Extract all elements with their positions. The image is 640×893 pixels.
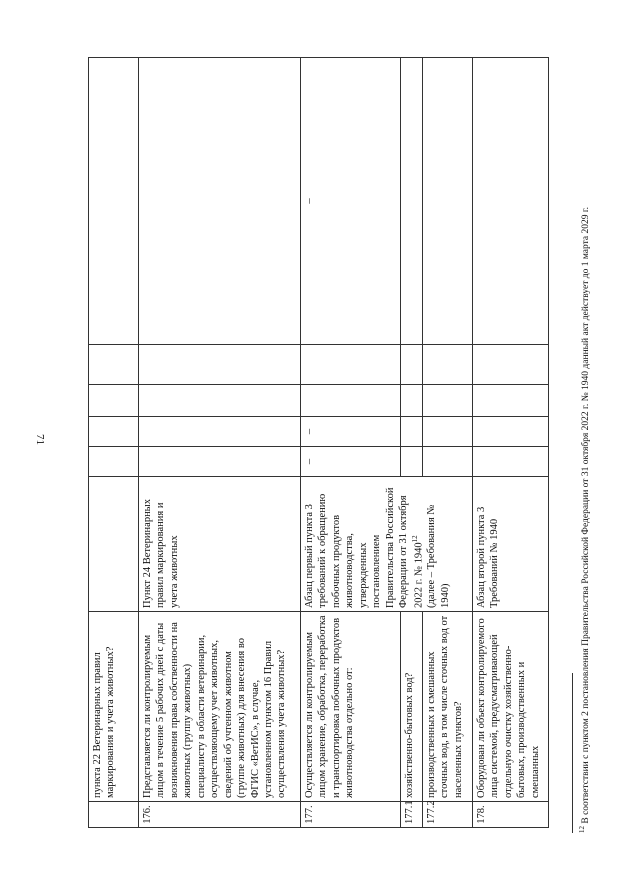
row-number: 177.2 — [423, 802, 473, 828]
dash-mark: – — [304, 198, 315, 204]
table-row — [301, 58, 401, 828]
basis-tail-text: (далее – Требования № 1940) — [426, 504, 451, 608]
answer-cell — [139, 447, 301, 477]
note-cell — [139, 58, 301, 345]
footnote-text: В соответствии с пунктом 2 постановления Правительства Российской Федерации от 31 октября 2022 г. № 1940 данный акт действует до 1 марта 2029 г. — [581, 206, 592, 824]
basis-cell: Пункт 24 Ветеринарных правил маркирования и учета животных — [139, 477, 301, 612]
row-number — [89, 802, 139, 828]
answer-cell — [401, 447, 423, 477]
table-row — [401, 58, 423, 828]
basis-cell: Абзац второй пункта 3 Требований № 1940 — [473, 477, 549, 612]
row-number: 176. — [139, 802, 301, 828]
footnote-marker: 12 — [578, 826, 586, 833]
dash-mark: – — [304, 458, 315, 465]
note-cell — [301, 58, 401, 345]
answer-cell — [139, 345, 301, 385]
answer-cell — [139, 417, 301, 447]
row-number: 177. — [301, 802, 401, 828]
basis-main-text: Абзац первый пункта 3 требований к обращению побочных продуктов животноводства, утвержденных постановлением Правительства Российской Федерации от 31 октября 2022 г. № 1940 — [304, 487, 424, 608]
question-cell: Осуществляется ли контролируемым лицом хранение, обработка, переработка и транспортировка побочных продуктов животноводства отдельно от: — [301, 612, 401, 802]
note-cell — [473, 58, 549, 345]
note-cell — [89, 58, 139, 345]
table-row — [89, 58, 139, 828]
answer-cell — [401, 417, 423, 447]
footnote-ref: 12 — [410, 535, 419, 543]
table-row — [423, 58, 473, 828]
answer-cell — [423, 345, 473, 385]
question-cell: производственных и смешанных сточных вод, в том числе сточных вод от населенных пунктов? — [423, 612, 473, 802]
note-cell — [401, 58, 423, 345]
answer-cell — [89, 385, 139, 417]
answer-cell — [89, 447, 139, 477]
answer-cell — [139, 385, 301, 417]
answer-cell — [301, 417, 401, 447]
question-cell: Представляется ли контролируемым лицом в течение 5 рабочих дней с даты возникновения права собственности на животных (группу животных) специалисту в области ветеринарии, осуществляющему учет животных, сведений об учтенном животном (группе животных) для внесения во ФГИС «ВетИС», в случае, установленном пунктом 16 Правил осуществления учета животных? — [139, 612, 301, 802]
answer-cell — [473, 385, 549, 417]
table-row — [473, 58, 549, 828]
answer-cell — [89, 345, 139, 385]
footnote — [578, 33, 593, 833]
dash-mark: – — [304, 428, 315, 435]
question-cell: хозяйственно-бытовых вод? — [401, 612, 423, 802]
question-cell: Оборудован ли объект контролируемого лица системой, предусматривающей отдельную очистку хозяйственно-бытовых, производственных и смешанных — [473, 612, 549, 802]
answer-cell — [401, 385, 423, 417]
row-number: 177.1 — [401, 802, 423, 828]
answer-cell — [473, 417, 549, 447]
basis-cell — [301, 477, 473, 612]
page-number: 71 — [34, 434, 46, 445]
answer-cell — [89, 417, 139, 447]
answer-cell — [423, 385, 473, 417]
answer-cell — [423, 417, 473, 447]
answer-cell — [423, 447, 473, 477]
answer-cell — [473, 345, 549, 385]
footnote-divider — [572, 673, 573, 833]
row-number: 178. — [473, 802, 549, 828]
basis-cell — [89, 477, 139, 612]
note-cell — [423, 58, 473, 345]
answer-cell — [301, 385, 401, 417]
answer-cell — [401, 345, 423, 385]
question-cell: пункта 22 Ветеринарных правил маркирования и учета животных? — [89, 612, 139, 802]
answer-cell — [301, 447, 401, 477]
checklist-table — [88, 57, 549, 828]
table-row — [139, 58, 301, 828]
answer-cell — [301, 345, 401, 385]
answer-cell — [473, 447, 549, 477]
